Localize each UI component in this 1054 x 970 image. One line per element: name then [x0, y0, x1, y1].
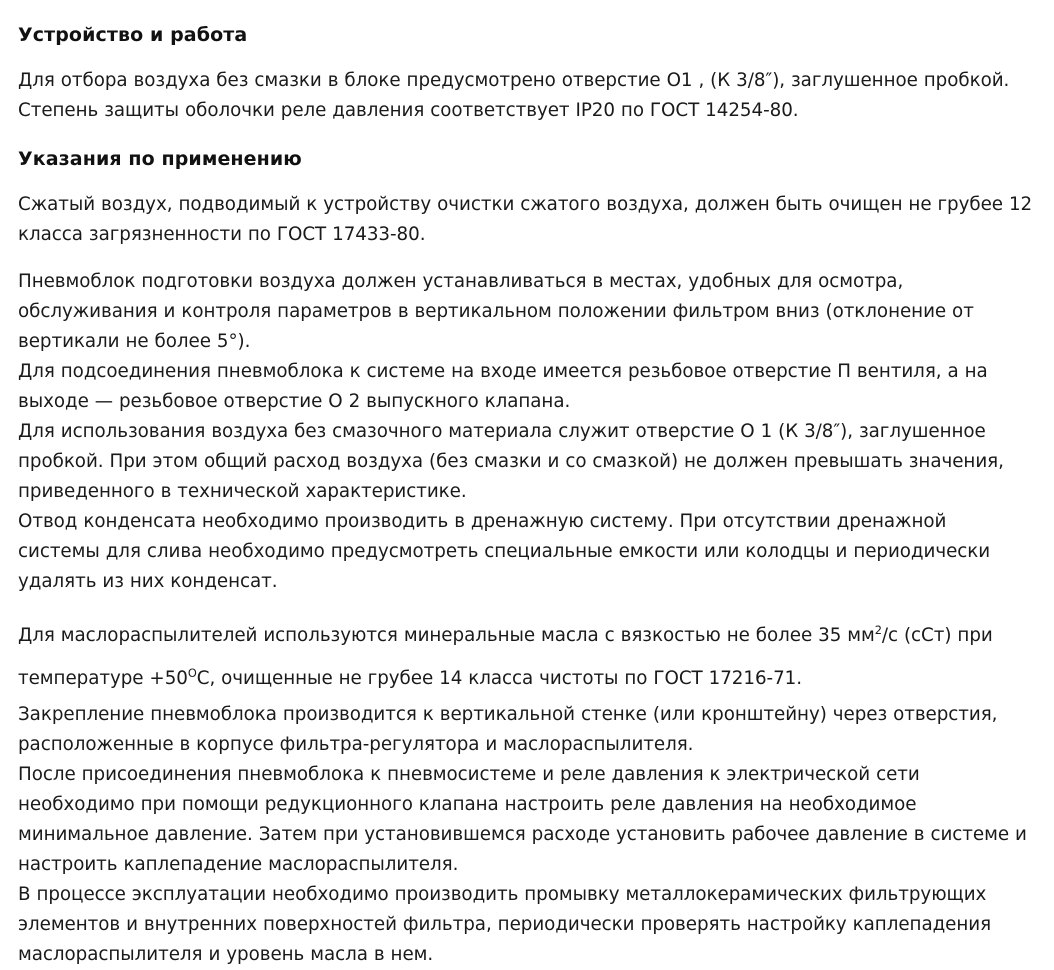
paragraph-oil-viscosity — [18, 614, 1034, 700]
viscosity-text-part-2: /с (сСт) при температуре +50 — [18, 624, 993, 689]
section-heading-usage-instructions: Указания по применению — [18, 147, 302, 170]
paragraph-installation-location: Пневмоблок подготовки воздуха должен устанавливаться в местах, удобных для осмотра, обслуживания и контроля параметров в вертикальном положении фильтром вниз (отклонение от вертикали не более 5°). — [18, 270, 974, 352]
paragraph-condensate-drainage: Отвод конденсата необходимо производить в дренажную систему. При отсутствии дренажной системы для слива необходимо предусмотреть специальные емкости или колодцы и периодически удалять из них конденсат. — [18, 510, 991, 592]
viscosity-superscript-square: 2 — [874, 622, 882, 637]
paragraph-compressed-air-purity: Сжатый воздух, подводимый к устройству очистки сжатого воздуха, должен быть очищен не грубее 12 класса загрязненности по ГОСТ 17433-80. — [18, 193, 1033, 245]
paragraph-mounting: Закрепление пневмоблока производится к вертикальной стенке (или кронштейну) через отверстия, расположенные в корпусе фильтра-регулятора и маслораспылителя. — [18, 703, 998, 755]
section-heading-device-and-operation: Устройство и работа — [18, 24, 248, 46]
paragraph-maintenance: В процессе эксплуатации необходимо производить промывку металлокерамических фильтрующих элементов и внутренних поверхностей фильтра, периодически проверять настройку каплепадения маслораспылителя и уровень масла в нем. — [18, 883, 992, 965]
viscosity-text-part-1: Для маслораспылителей используются минеральные масла с вязкостью не более 35 мм — [18, 624, 875, 646]
viscosity-text-part-3: С, очищенные не грубее 14 класса чистоты по ГОСТ 17216-71. — [196, 667, 803, 689]
viscosity-superscript-degree: О — [187, 665, 197, 680]
paragraph-unlubricated-air-use: Для использования воздуха без смазочного материала служит отверстие О 1 (К 3/8″), заглушенное пробкой. При этом общий расход воздуха (без смазки и со смазкой) не должен превышать значения, приведенного в технической характеристике. — [18, 420, 1004, 502]
paragraph-connection-threads: Для подсоединения пневмоблока к системе на входе имеется резьбовое отверстие П вентиля, а на выходе — резьбовое отверстие О 2 выпускного клапана. — [18, 360, 988, 412]
paragraph-air-intake: Для отбора воздуха без смазки в блоке предусмотрено отверстие О1 , (К 3/8″), заглушенное пробкой. Степень защиты оболочки реле давления соответствует IP20 по ГОСТ 14254-80. — [18, 69, 1010, 121]
paragraph-pressure-relay-setup: После присоединения пневмоблока к пневмосистеме и реле давления к электрической сети необходимо при помощи редукционного клапана настроить реле давления на необходимое минимальное давление. Затем при установившемся расходе установить рабочее давление в системе и настроить каплепадение маслораспылителя. — [18, 763, 1027, 875]
